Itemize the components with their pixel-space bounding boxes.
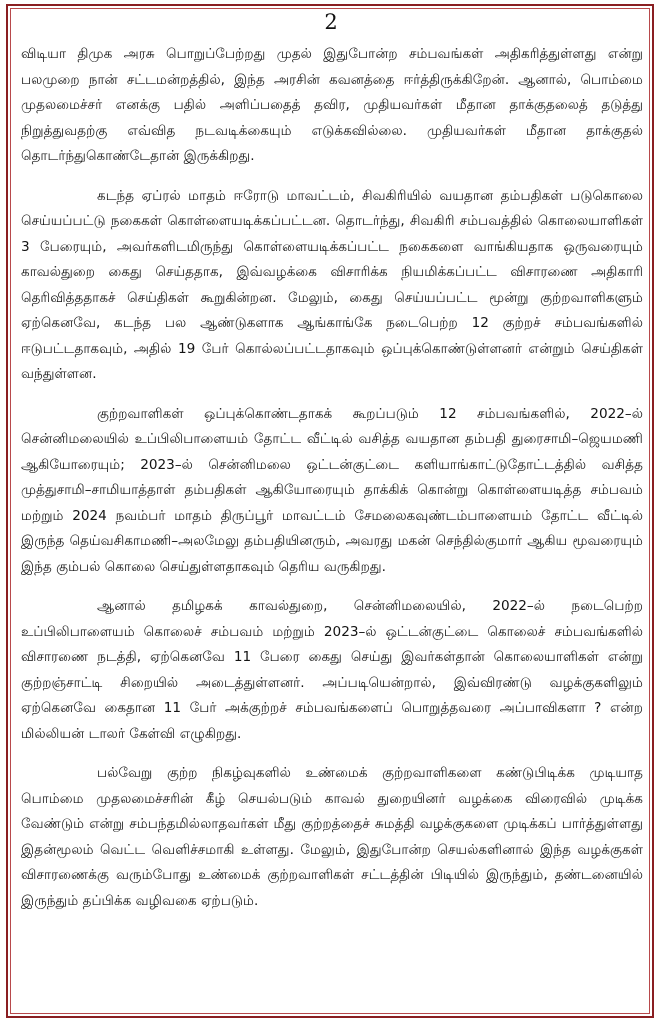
paragraph-2: கடந்த ஏப்ரல் மாதம் ஈரோடு மாவட்டம், சிவகிரியில் வயதான தம்பதிகள் படுகொலை செய்யப்பட்டு நகைகள் கொள்ளையடிக்கப்பட்டன. தொடர்ந்து, சிவகிரி சம்பவத்தில் கொலையாளிகள் 3 பேரையும், அவர்களிடமிருந்து கொள்ளையடிக்கப்பட்ட நகைகளை வாங்கியதாக ஒருவரையும் காவல்துறை கைது செய்ததாக, இவ்வழக்கை விசாரிக்க நியமிக்கப்பட்ட விசாரணை அதிகாரி தெரிவித்ததாகச் செய்திகள் கூறுகின்றன. மேலும், கைது செய்யப்பட்ட மூன்று குற்றவாளிகளும் ஏற்கெனவே, கடந்த பல ஆண்டுகளாக ஆங்காங்கே நடைபெற்ற 12 குற்றச் சம்பவங்களில் ஈடுபட்டதாகவும், அதில் 19 பேர் கொல்லப்பட்டதாகவும் ஒப்புக்கொண்டுள்ளனர் என்றும் செய்திகள் வந்துள்ளன. bbox=[21, 187, 643, 382]
page-number: 2 bbox=[324, 10, 338, 34]
paragraph-4: ஆனால் தமிழகக் காவல்துறை, சென்னிமலையில், 2022–ல் நடைபெற்ற உப்பிலிபாளையம் கொலைச் சம்பவம் மற்றும் 2023–ல் ஒட்டன்குட்டை கொலைச் சம்பவங்களில் விசாரணை நடத்தி, ஏற்கெனவே 11 பேரை கைது செய்து இவர்கள்தான் கொலையாளிகள் என்று குற்றஞ்சாட்டி சிறையில் அடைத்துள்ளனர். அப்படியென்றால், இவ்விரண்டு வழக்குகளிலும் ஏற்கெனவே கைதான 11 பேர் அக்குற்றச் சம்பவங்களைப் பொறுத்தவரை அப்பாவிகளா ? என்ற மில்லியன் டாலர் கேள்வி எழுகிறது. bbox=[21, 598, 643, 742]
paragraph-5: பல்வேறு குற்ற நிகழ்வுகளில் உண்மைக் குற்றவாளிகளை கண்டுபிடிக்க முடியாத பொம்மை முதலமைச்சரின் கீழ் செயல்படும் காவல் துறையினர் வழக்கை விரைவில் முடிக்க வேண்டும் என்று சம்பந்தமில்லாதவர்கள் மீது குற்றத்தைச் சுமத்தி வழக்குகளை முடிக்கப் பார்த்துள்ளது இதன்மூலம் வெட்ட வெளிச்சமாகி உள்ளது. மேலும், இதுபோன்ற செயல்களினால் இந்த வழக்குகள் விசாரணைக்கு வரும்போது உண்மைக் குற்றவாளிகள் சட்டத்தின் பிடியில் இருந்தும், தண்டனையில் இருந்தும் தப்பிக்க வழிவகை ஏற்படும். bbox=[21, 765, 643, 909]
document-body bbox=[21, 42, 643, 928]
paragraph-1: விடியா திமுக அரசு பொறுப்பேற்றது முதல் இதுபோன்ற சம்பவங்கள் அதிகரித்துள்ளது என்று பலமுறை நான் சட்டமன்றத்தில், இந்த அரசின் கவனத்தை ஈர்த்திருக்கிறேன். ஆனால், பொம்மை முதலமைச்சர் எனக்கு பதில் அளிப்பதைத் தவிர, முதியவர்கள் மீதான தாக்குதலைத் தடுத்து நிறுத்துவதற்கு எவ்வித நடவடிக்கையும் எடுக்கவில்லை. முதியவர்கள் மீதான தாக்குதல் தொடர்ந்துகொண்டேதான் இருக்கிறது. bbox=[21, 46, 643, 164]
paragraph-3: குற்றவாளிகள் ஒப்புக்கொண்டதாகக் கூறப்படும் 12 சம்பவங்களில், 2022–ல் சென்னிமலையில் உப்பிலிபாளையம் தோட்ட வீட்டில் வசித்த வயதான தம்பதி துரைசாமி–ஜெயமணி ஆகியோரையும்; 2023–ல் சென்னிமலை ஒட்டன்குட்டை களியாங்காட்டுதோட்டத்தில் வசித்த முத்துசாமி–சாமியாத்தாள் தம்பதிகள் ஆகியோரையும் தாக்கிக் கொன்று கொள்ளையடித்த சம்பவம் மற்றும் 2024 நவம்பர் மாதம் திருப்பூர் மாவட்டம் சேமலைகவுண்டம்பாளையம் தோட்ட வீட்டில் இருந்த தெய்வசிகாமணி–அலமேலு தம்பதியினரும், அவரது மகன் செந்தில்குமார் ஆகிய மூவரையும் இந்த கும்பல் கொலை செய்துள்ளதாகவும் தெரிய வருகிறது. bbox=[21, 405, 643, 575]
